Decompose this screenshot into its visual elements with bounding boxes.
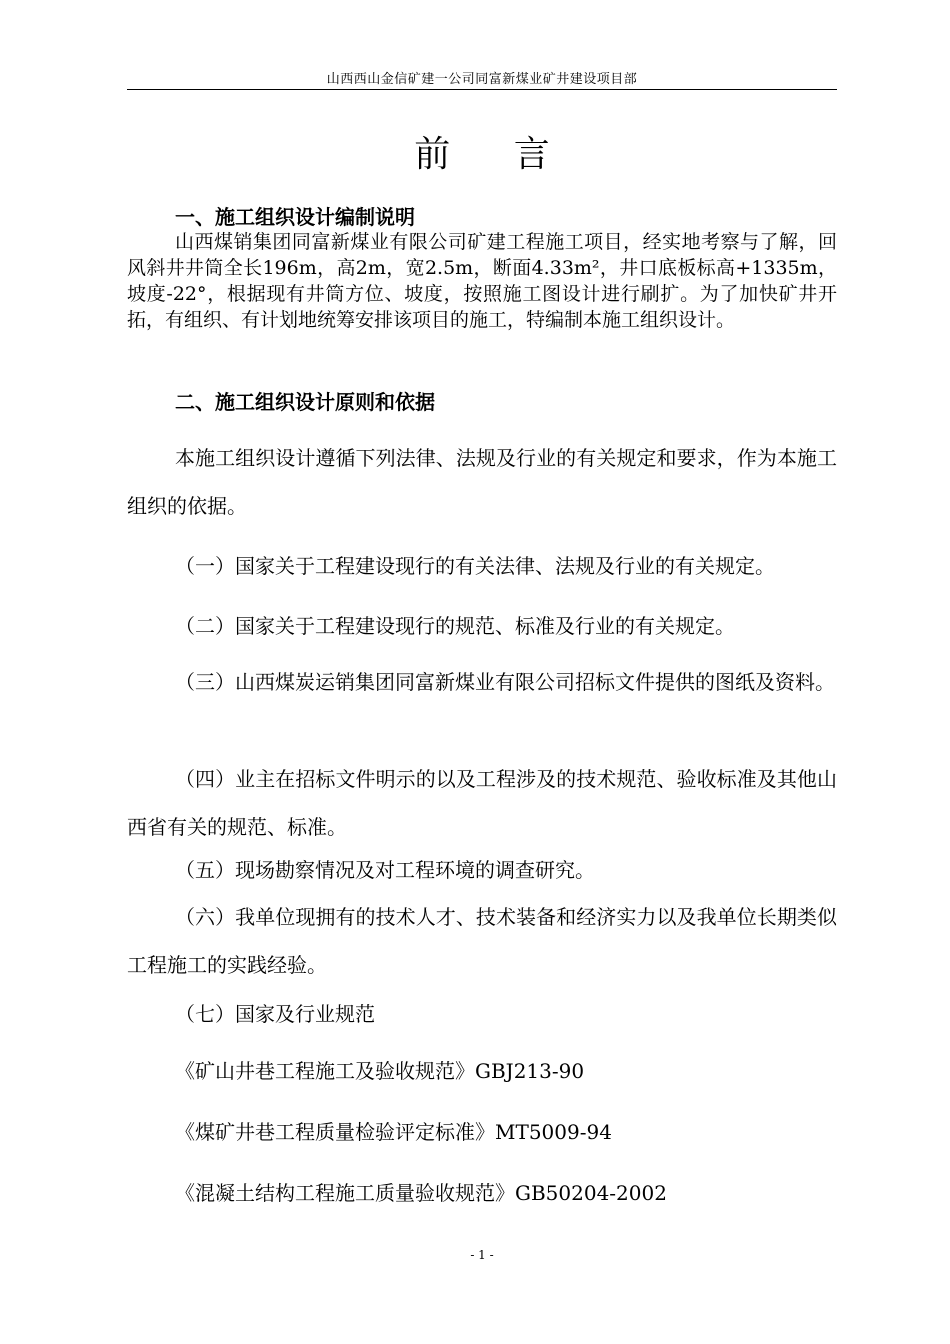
section-2-intro: 本施工组织设计遵循下列法律、法规及行业的有关规定和要求，作为本施工组织的依据。 — [127, 446, 837, 518]
basis-item: （二）国家关于工程建设现行的规范、标准及行业的有关规定。 — [175, 614, 735, 638]
section-1-heading: 一、施工组织设计编制说明 — [175, 205, 415, 229]
basis-item: （六）我单位现拥有的技术人才、技术装备和经济实力以及我单位长期类似工程施工的实践经验。 — [127, 905, 837, 977]
basis-item: （五）现场勘察情况及对工程环境的调查研究。 — [175, 858, 595, 882]
page-number: - 1 - — [470, 1248, 494, 1262]
basis-item: （三）山西煤炭运销集团同富新煤业有限公司招标文件提供的图纸及资料。 — [175, 670, 835, 694]
reference-standard: 《煤矿井巷工程质量检验评定标准》MT5009-94 — [175, 1120, 612, 1144]
section-1-paragraph: 山西煤销集团同富新煤业有限公司矿建工程施工项目，经实地考察与了解，回风斜井井筒全长196m，高2m，宽2.5m，断面4.33m²，井口底板标高+1335m，坡度-22°，根据现有井筒方位、坡度，按照施工图设计进行刷扩。为了加快矿井开拓，有组织、有计划地统筹安排该项目的施工，特编制本施工组织设计。 — [127, 231, 837, 331]
basis-item: （四）业主在招标文件明示的以及工程涉及的技术规范、验收标准及其他山西省有关的规范、标准。 — [127, 767, 837, 839]
header-divider — [127, 89, 837, 90]
basis-item: （一）国家关于工程建设现行的有关法律、法规及行业的有关规定。 — [175, 554, 775, 578]
section-2-heading: 二、施工组织设计原则和依据 — [175, 390, 435, 414]
reference-standard: 《混凝土结构工程施工质量验收规范》GB50204-2002 — [175, 1181, 667, 1205]
reference-standard: 《矿山井巷工程施工及验收规范》GBJ213-90 — [175, 1059, 585, 1083]
page-title: 前 言 — [414, 134, 576, 175]
page-header: 山西西山金信矿建一公司同富新煤业矿井建设项目部 — [326, 72, 638, 87]
basis-item: （七）国家及行业规范 — [175, 1002, 375, 1026]
